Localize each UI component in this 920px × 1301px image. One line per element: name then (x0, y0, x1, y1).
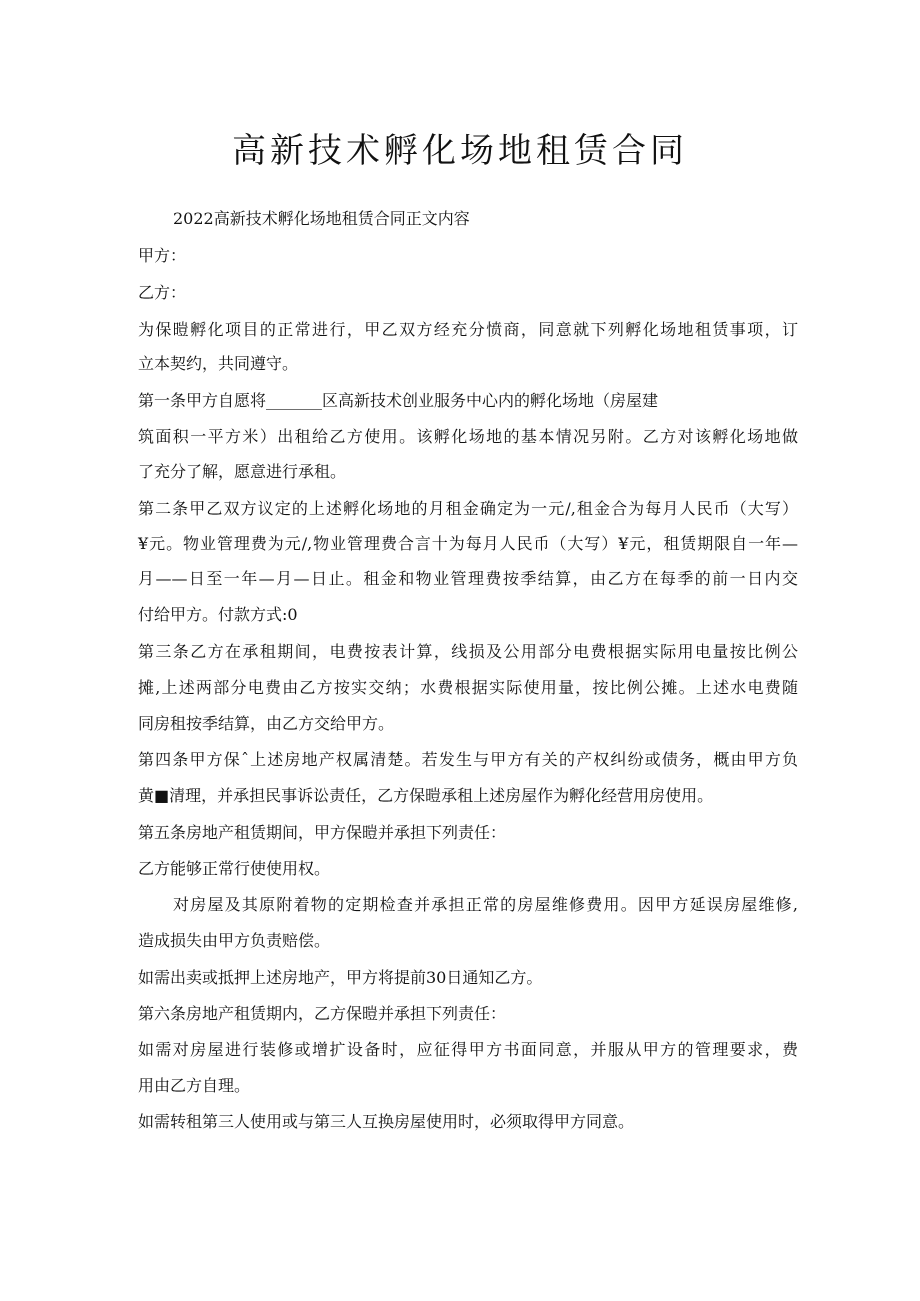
party-b-label: 乙方： (138, 283, 187, 302)
body-line: 造成损失由甲方负责赔偿。 (138, 931, 331, 950)
article-4-line: 第四条甲方保ˆ上述房地产权属清楚。若发生与甲方有关的产权纠纷或债务，概由甲方负 (138, 750, 798, 769)
body-line: 如需对房屋进行装修或增扩设备时，应征得甲方书面同意，并服从甲方的管理要求，费 (138, 1040, 798, 1059)
article-2-line: 第二条甲乙双方议定的上述孵化场地的月租金确定为一元/,租金合为每月人民币（大写） (138, 499, 798, 518)
subtitle-line: 2022高新技术孵化场地租赁合同正文内容 (173, 209, 470, 228)
body-line: ¥元。物业管理费为元/,物业管理费合言十为每月人民币（大写）¥元，租赁期限自一年— (138, 534, 798, 553)
body-line: 如需出卖或抵押上述房地产，甲方将提前30日通知乙方。 (138, 968, 543, 987)
body-line: 摊,上述两部分电费由乙方按实交纳；水费根据实际使用量，按比例公摊。上述水电费随 (138, 678, 798, 697)
document-title: 高新技术孵化场地租赁合同 (232, 131, 688, 171)
body-line: 同房租按季结算，由乙方交给甲方。 (138, 714, 395, 733)
article-6-line: 第六条房地产租赁期内，乙方保暟并承担下列责任： (138, 1004, 507, 1023)
article-1-line: 第一条甲方自愿将_______区高新技术创业服务中心内的孵化场地（房屋建 (138, 391, 659, 410)
body-line: 对房屋及其原附着物的定期检查并承担正常的房屋维修费用。因甲方延误房屋维修, (173, 895, 798, 914)
body-line: 用由乙方自理。 (138, 1076, 251, 1095)
body-line: 月——日至一年—月—日止。租金和物业管理费按季结算，由乙方在每季的前一日内交 (138, 569, 798, 588)
body-line: 付给甲方。付款方式:0 (138, 605, 298, 624)
article-5-line: 第五条房地产租赁期间，甲方保暟并承担下列责任： (138, 823, 507, 842)
body-line: 立本契约，共同遵守。 (138, 354, 299, 373)
body-line: 黄■清理，并承担民事诉讼责任，乙方保暟承租上述房屋作为孵化经营用房使用。 (138, 786, 714, 805)
party-a-label: 甲方： (138, 246, 187, 265)
body-line: 乙方能够正常行使使用权。 (138, 859, 331, 878)
body-line: 筑面积一平方米）出租给乙方使用。该孵化场地的基本情况另附。乙方对该孵化场地做 (138, 427, 798, 446)
body-line: 为保暟孵化项目的正常进行，甲乙双方经充分愤商，同意就下列孵化场地租赁事项，订 (138, 320, 798, 339)
body-line: 如需转租第三人使用或与第三人互换房屋使用时，必须取得甲方同意。 (138, 1112, 635, 1131)
body-line: 了充分了解，愿意进行承租。 (138, 462, 347, 481)
article-3-line: 第三条乙方在承租期间，电费按表计算，线损及公用部分电费根据实际用电量按比例公 (138, 642, 798, 661)
